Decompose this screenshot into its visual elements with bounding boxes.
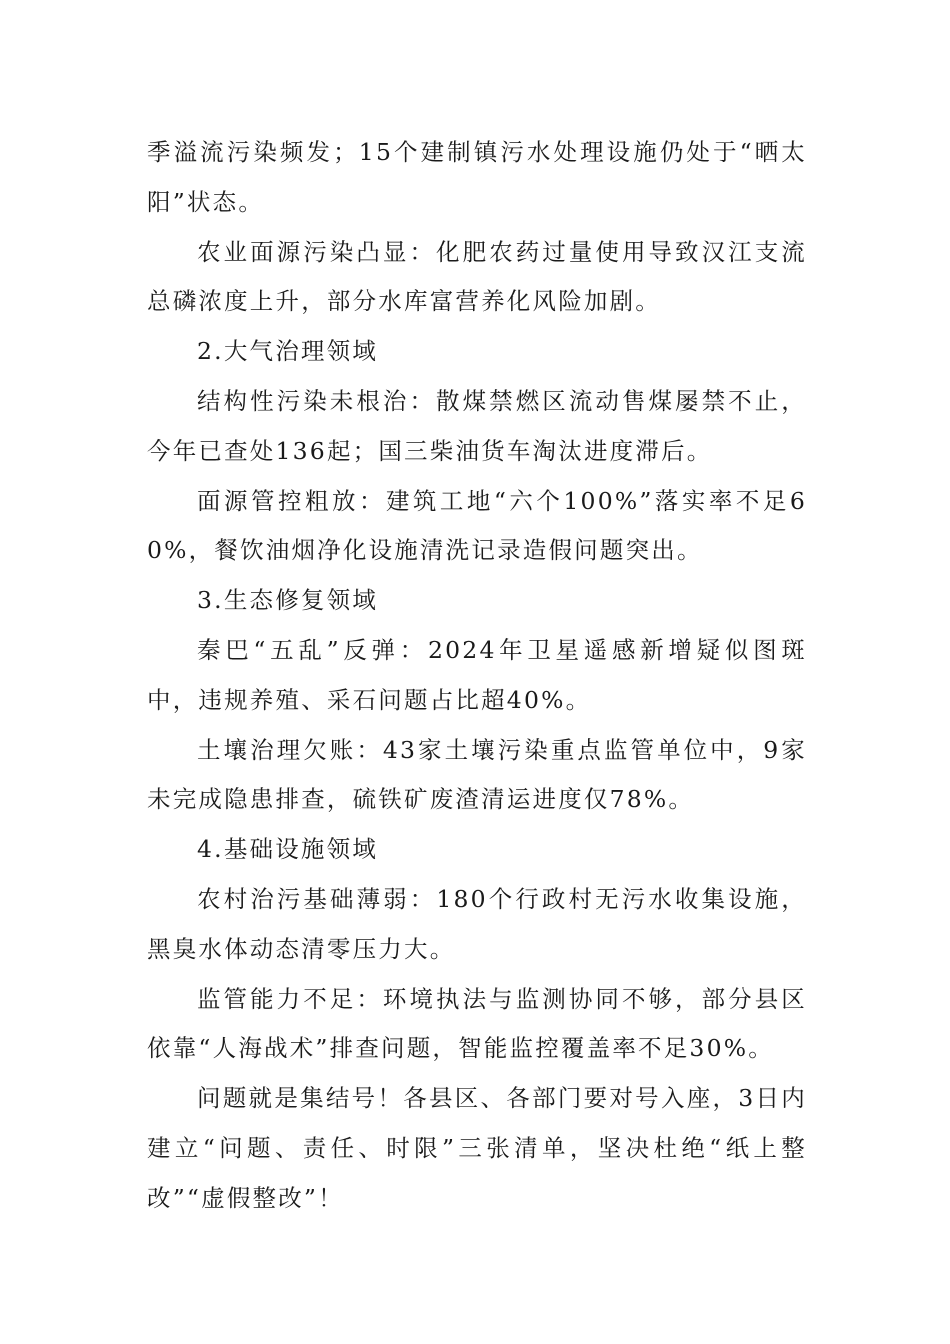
paragraph-soil-governance: 土壤治理欠账：43家土壤污染重点监管单位中，9家未完成隐患排查，硫铁矿废渣清运进度仅78%。 (147, 735, 807, 814)
paragraph-rural-sewage: 农村治污基础薄弱：180个行政村无污水收集设施，黑臭水体动态清零压力大。 (147, 884, 807, 963)
section-heading-infrastructure: 4.基础设施领域 (197, 835, 379, 864)
paragraph-structural-pollution: 结构性污染未根治：散煤禁燃区流动售煤屡禁不止，今年已查处136起；国三柴油货车淘汰进度滞后。 (147, 386, 807, 465)
paragraph-call-to-action: 问题就是集结号！各县区、各部门要对号入座，3日内建立“问题、责任、时限”三张清单，坚决杜绝“纸上整改”“虚假整改”！ (147, 1084, 807, 1212)
document-body (147, 128, 807, 1224)
paragraph-agri-pollution: 农业面源污染凸显：化肥农药过量使用导致汉江支流总磷浓度上升，部分水库富营养化风险加剧。 (147, 237, 807, 316)
paragraph-qinba-rebound: 秦巴“五乱”反弹：2024年卫星遥感新增疑似图斑中，违规养殖、采石问题占比超40%。 (147, 635, 807, 714)
paragraph-supervision-capacity: 监管能力不足：环境执法与监测协同不够，部分县区依靠“人海战术”排查问题，智能监控覆盖率不足30%。 (147, 984, 807, 1063)
paragraph-nonpoint-control: 面源管控粗放：建筑工地“六个100%”落实率不足60%，餐饮油烟净化设施清洗记录造假问题突出。 (147, 486, 807, 565)
section-heading-ecology: 3.生态修复领域 (197, 586, 379, 615)
section-heading-air: 2.大气治理领域 (197, 337, 379, 366)
paragraph-continuation: 季溢流污染频发；15个建制镇污水处理设施仍处于“晒太阳”状态。 (147, 138, 807, 216)
